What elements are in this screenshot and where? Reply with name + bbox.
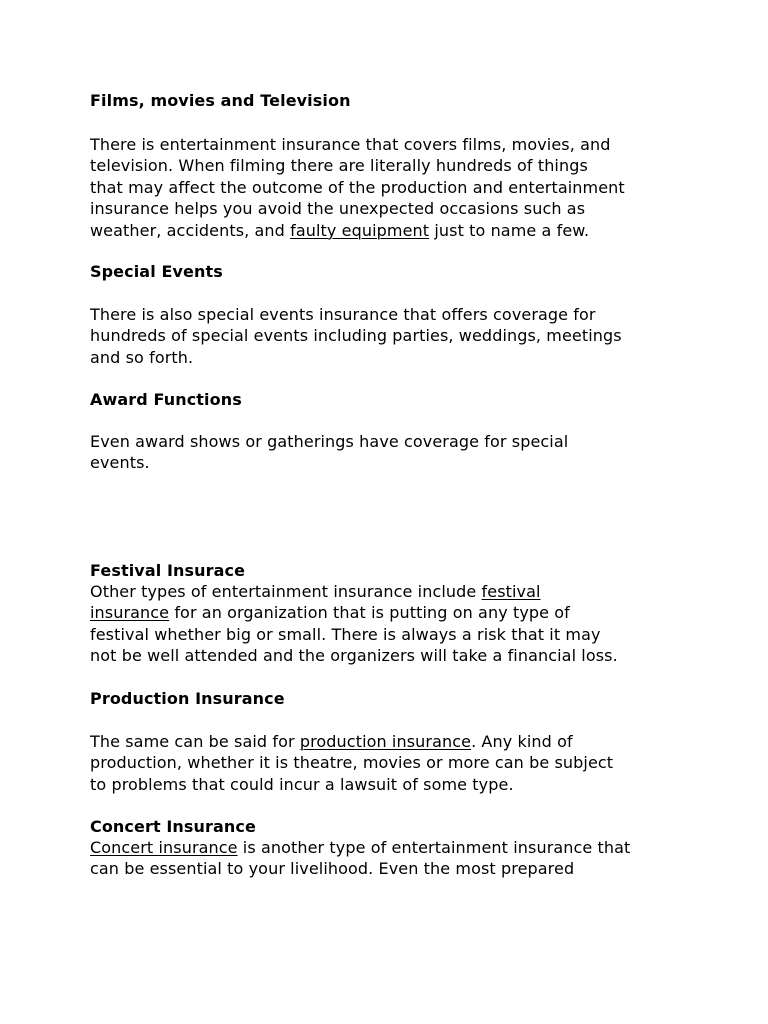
award-line-2: events.: [90, 453, 150, 473]
festival-line-2: [90, 602, 730, 623]
award-functions-heading: Award Functions: [90, 390, 242, 409]
production-insurance-link[interactable]: production insurance: [299, 732, 472, 751]
festival-insurance-link-cont[interactable]: insurance: [90, 603, 170, 623]
special-events-heading: Special Events: [90, 262, 223, 281]
films-line-4: insurance helps you avoid the unexpected occasions such as: [90, 199, 586, 219]
festival-line-2-after: for an organization that is putting on any type of: [169, 603, 570, 623]
films-paragraph: [90, 134, 730, 241]
concert-line-1-after: is another type of entertainment insurance that: [237, 838, 631, 857]
production-paragraph: [90, 731, 730, 795]
concert-insurance-heading: Concert Insurance: [90, 817, 256, 836]
films-heading: Films, movies and Television: [90, 91, 351, 110]
festival-line-3: festival whether big or small. There is always a risk that it may: [90, 624, 601, 644]
production-insurance-heading: Production Insurance: [90, 689, 285, 708]
concert-line-1: [90, 837, 730, 858]
films-line-3: that may affect the outcome of the production and entertainment: [90, 177, 625, 197]
films-line-5-after: just to name a few.: [429, 220, 590, 240]
special-events-line-2: hundreds of special events including parties, weddings, meetings: [90, 326, 622, 346]
films-line-2: television. When filming there are literally hundreds of things: [90, 156, 588, 176]
festival-insurance-heading: Festival Insurace: [90, 561, 246, 580]
special-events-paragraph: [90, 304, 730, 368]
festival-paragraph: [90, 581, 730, 667]
festival-line-1-before: Other types of entertainment insurance include: [90, 582, 482, 601]
festival-line-1: [90, 581, 730, 602]
concert-insurance-link[interactable]: Concert insurance: [90, 838, 238, 857]
production-line-3: to problems that could incur a lawsuit of some type.: [90, 774, 514, 794]
production-line-1-before: The same can be said for: [90, 732, 300, 751]
concert-paragraph: [90, 837, 730, 880]
concert-line-2: can be essential to your livelihood. Even the most prepared: [90, 859, 575, 879]
festival-line-4: not be well attended and the organizers will take a financial loss.: [90, 646, 618, 666]
production-line-1: [90, 731, 730, 752]
faulty-equipment-link[interactable]: faulty equipment: [290, 220, 430, 240]
films-line-5: [90, 220, 730, 241]
festival-insurance-link[interactable]: festival: [481, 582, 541, 601]
award-line-1: Even award shows or gatherings have coverage for special: [90, 432, 569, 451]
films-line-5-before: weather, accidents, and: [90, 220, 291, 240]
special-events-line-3: and so forth.: [90, 347, 194, 367]
films-line-1: There is entertainment insurance that covers films, movies, and: [90, 135, 611, 154]
special-events-line-1: There is also special events insurance that offers coverage for: [90, 305, 596, 324]
production-line-1-after: . Any kind of: [471, 732, 573, 751]
production-line-2: production, whether it is theatre, movies or more can be subject: [90, 753, 614, 773]
award-functions-paragraph: [90, 431, 730, 474]
